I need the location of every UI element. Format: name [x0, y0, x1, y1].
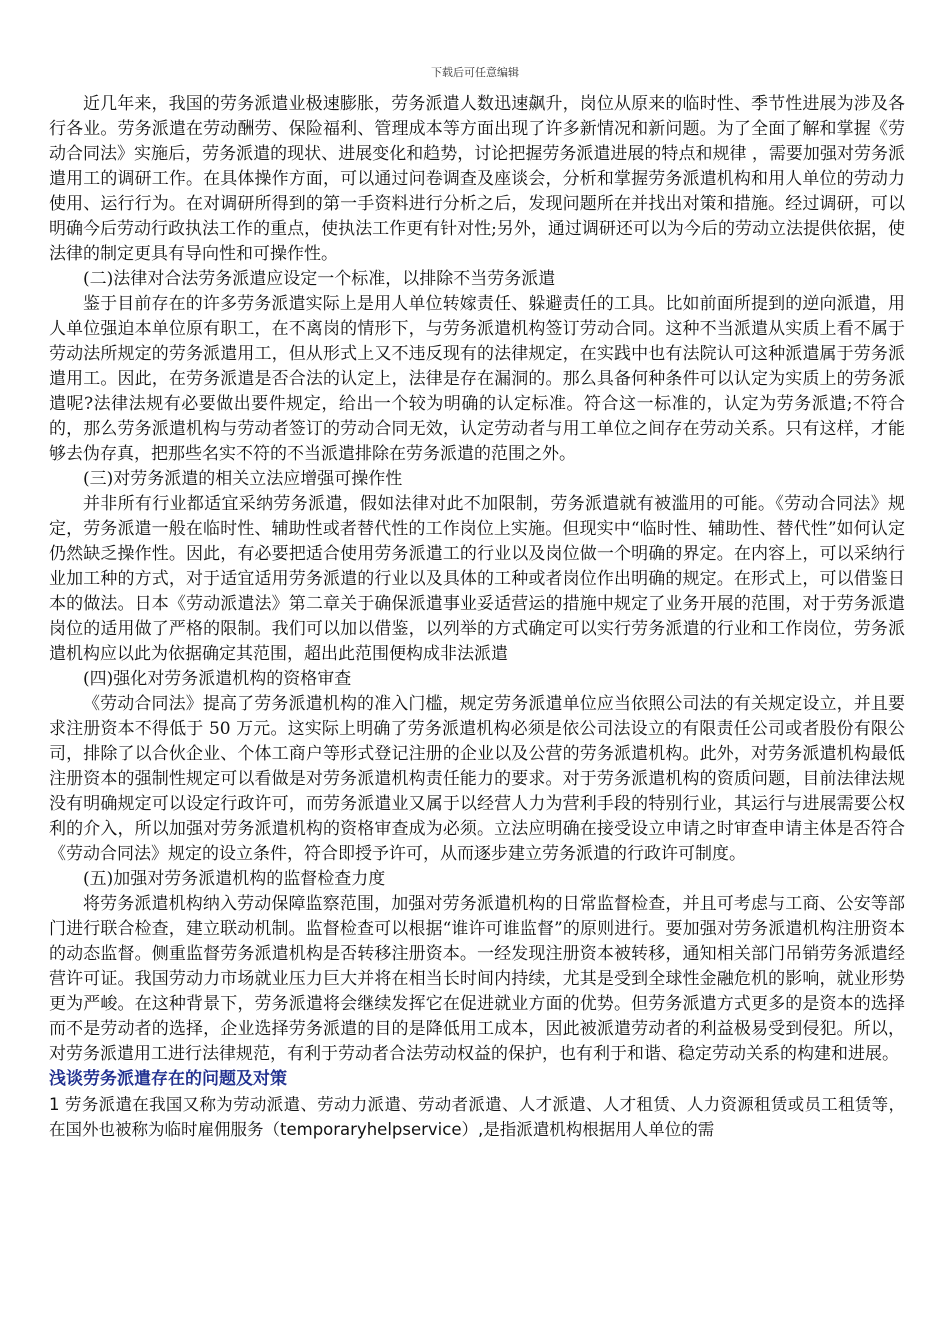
section-heading-3: (三)对劳务派遣的相关立法应增强可操作性 — [83, 469, 403, 489]
paragraph-section-4: 《劳动合同法》提高了劳务派遣机构的准入门槛，规定劳务派遣单位应当依照公司法的有关规定设立，并且要求注册资本不得低于 50 万元。这实际上明确了劳务派遣机构必须是依公司法设立的有限责任公司或者股份有限公司，排除了以合伙企业、个体工商户等形式登记注册的企业以及公营的劳务派遣机构。此外，对劳务派遣机构最低注册资本的强制性规定可以看做是对劳务派遣机构责任能力的要求。对于劳务派遣机构的资质问题，目前法律法规没有明确规定可以设定行政许可，而劳务派遣业又属于以经营人力为营利手段的特别行业，其运行与进展需要公权利的介入，所以加强对劳务派遣机构的资格审查成为必须。立法应明确在接受设立申请之时审查申请主体是否符合《劳动合同法》规定的设立条件，符合即授予许可，从而逐步建立劳务派遣的行政许可制度。 — [49, 694, 905, 864]
page-header-note: 下载后可任意编辑 — [431, 66, 519, 79]
paragraph-section-5: 将劳务派遣机构纳入劳动保障监察范围，加强对劳务派遣机构的日常监督检查，并且可考虑与工商、公安等部门进行联合检查，建立联动机制。监督检查可以根据“谁许可谁监督”的原则进行。要加强对劳务派遣机构注册资本的动态监督。侧重监督劳务派遣机构是否转移注册资本。一经发现注册资本被转移，通知相关部门吊销劳务派遣经营许可证。我国劳动力市场就业压力巨大并将在相当长时间内持续，尤其是受到全球性金融危机的影响，就业形势更为严峻。在这种背景下，劳务派遣将会继续发挥它在促进就业方面的优势。但劳务派遣方式更多的是资本的选择而不是劳动者的选择，企业选择劳务派遣的目的是降低用工成本，因此被派遣劳动者的利益极易受到侵犯。所以，对劳务派遣用工进行法律规范，有利于劳动者合法劳动权益的保护，也有利于和谐、稳定劳动关系的构建和进展。 — [49, 894, 905, 1064]
paragraph-intro: 近几年来，我国的劳务派遣业极速膨胀，劳务派遣人数迅速飙升，岗位从原来的临时性、季节性进展为涉及各行各业。劳务派遣在劳动酬劳、保险福利、管理成本等方面出现了许多新情况和新问题。为了全面了解和掌握《劳动合同法》实施后，劳务派遣的现状、进展变化和趋势，讨论把握劳务派遣进展的特点和规律 ，需要加强对劳务派遣用工的调研工作。在具体操作方面，可以通过问卷调查及座谈会，分析和掌握劳务派遣机构和用人单位的劳动力使用、运行行为。在对调研所得到的第一手资料进行分析之后，发现问题所在并找出对策和措施。经过调研，可以明确今后劳动行政执法工作的重点，使执法工作更有针对性;另外，通过调研还可以为今后的劳动立法提供依据，使法律的制定更具有导向性和可操作性。 — [49, 94, 905, 264]
paragraph-definition: 1 劳务派遣在我国又称为劳动派遣、劳动力派遣、劳动者派遣、人才派遣、人才租赁、人力资源租赁或员工租赁等，在国外也被称为临时雇佣服务（temporaryhelpservice）,是指派遣机构根据用人单位的需 — [49, 1095, 905, 1139]
paragraph-section-3: 并非所有行业都适宜采纳劳务派遣，假如法律对此不加限制，劳务派遣就有被滥用的可能。《劳动合同法》规定，劳务派遣一般在临时性、辅助性或者替代性的工作岗位上实施。但现实中“临时性、辅助性、替代性”如何认定仍然缺乏操作性。因此，有必要把适合使用劳务派遣工的行业以及岗位做一个明确的界定。在内容上，可以采纳行业加工种的方式，对于适宜适用劳务派遣的行业以及具体的工种或者岗位作出明确的规定。在形式上，可以借鉴日本的做法。日本《劳动派遣法》第二章关于确保派遣事业妥适营运的措施中规定了业务开展的范围，对于劳务派遣岗位的适用做了严格的限制。我们可以加以借鉴，以列举的方式确定可以实行劳务派遣的行业和工作岗位，劳务派遣机构应以此为依据确定其范围，超出此范围便构成非法派遣 — [49, 494, 905, 664]
paragraph-section-2: 鉴于目前存在的许多劳务派遣实际上是用人单位转嫁责任、躲避责任的工具。比如前面所提到的逆向派遣，用人单位强迫本单位原有职工，在不离岗的情形下，与劳务派遣机构签订劳动合同。这种不当派遣从实质上看不属于劳动法所规定的劳务派遣用工，但从形式上又不违反现有的法律规定，在实践中也有法院认可这种派遣属于劳务派遣用工。因此，在劳务派遣是否合法的认定上，法律是存在漏洞的。那么具备何种条件可以认定为实质上的劳务派遣呢?法律法规有必要做出要件规定，给出一个较为明确的认定标准。符合这一标准的，认定为劳务派遣;不符合的，那么劳务派遣机构与劳动者签订的劳动合同无效，认定劳动者与用工单位之间存在劳动关系。只有这样，才能够去伪存真，把那些名实不符的不当派遣排除在劳务派遣的范围之外。 — [49, 294, 905, 464]
section-heading-2: (二)法律对合法劳务派遣应设定一个标准，以排除不当劳务派遣 — [83, 269, 556, 289]
document-body — [49, 92, 905, 1142]
article-title: 浅谈劳务派遣存在的问题及对策 — [49, 1069, 287, 1089]
section-heading-5: (五)加强对劳务派遣机构的监督检查力度 — [83, 869, 386, 889]
section-heading-4: (四)强化对劳务派遣机构的资格审查 — [83, 669, 352, 689]
